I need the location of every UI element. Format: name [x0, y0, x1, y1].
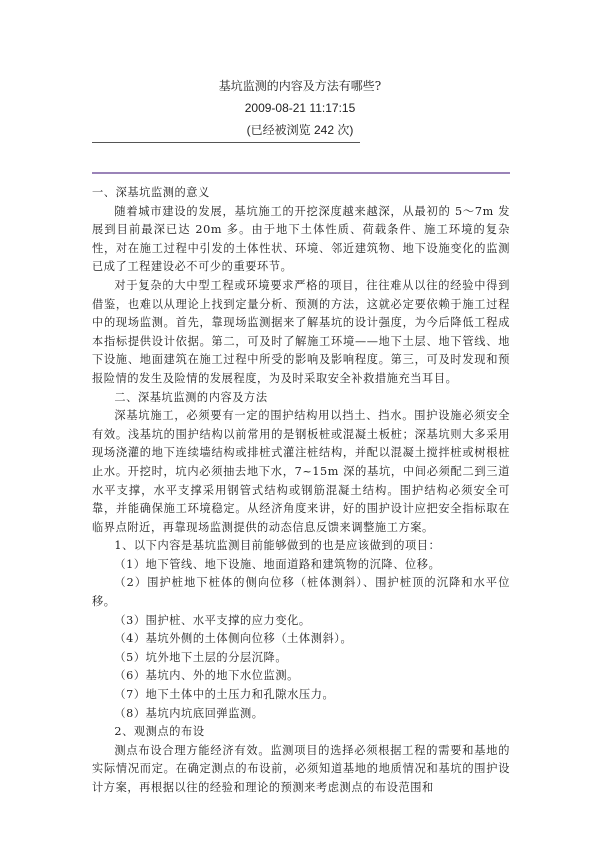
list-item: （7）地下土体中的土压力和孔隙水压力。: [114, 688, 335, 702]
list-item: （4）基坑外侧的土体侧向位移（土体测斜）。: [114, 632, 353, 646]
paragraph: 对于复杂的大中型工程或环境要求严格的项目，往往难从以往的经验中得到借鉴，也难以从理论上找到定量分析、预测的方法，这就必定要依赖于施工过程中的现场监测。首先，靠现场监测据来了解基坑的设计强度，为今后降低工程成本指标提供设计依据。第二，可及时了解施工环境——地下土层、地下管线、地下设施、地面建筑在施工过程中所受的影响及影响程度。第三，可及时发现和预报险情的发生及险情的发展程度，为及时采取安全补救措施充当耳目。: [92, 278, 510, 385]
view-count: (已经被浏览 242 次): [246, 123, 354, 137]
list-item: （6）基坑内、外的地下水位监测。: [114, 669, 299, 683]
article-header: [0, 76, 600, 142]
dashed-separator: [92, 142, 360, 143]
list-item: （3）围护桩、水平支撑的应力变化。: [114, 613, 311, 627]
article-title: 基坑监测的内容及方法有哪些?: [218, 79, 382, 93]
paragraph: 测点布设合理方能经济有效。监测项目的选择必须根据工程的需要和基地的实际情况而定。在确定测点的布设前，必须知道基地的地质情况和基坑的围护设计方案，再根据以往的经验和理论的预测来考虑测点的布设范围和: [92, 743, 510, 794]
purple-divider: [92, 172, 510, 174]
list-intro: 1、以下内容是基坑监测目前能够做到的也是应该做到的项目：: [114, 539, 441, 553]
list-item: （1）地下管线、地下设施、地面道路和建筑物的沉降、位移。: [114, 557, 441, 571]
paragraph: 深基坑施工，必须要有一定的围护结构用以挡土、挡水。围护设施必须安全有效。浅基坑的围护结构以前常用的是钢板桩或混凝土板桩；深基坑则大多采用现场浇灌的地下连续墙结构或排桩式灌注桩结构，并配以混凝土搅拌桩或树根桩止水。开挖时，坑内必须抽去地下水，7~15m 深的基坑，中间必须配二到三道水平支撑，水平支撑采用钢管式结构或钢筋混凝土结构。围护结构必须安全可靠，并能确保施工环境稳定。从经济角度来讲，好的围护设计应把安全指标取在临界点附近，再靠现场监测提供的动态信息反馈来调整施工方案。: [92, 409, 510, 534]
section-heading: 一、深基坑监测的意义: [92, 186, 210, 199]
article-date: 2009-08-21 11:17:15: [244, 101, 356, 115]
section-heading: 二、深基坑监测的内容及方法: [114, 390, 268, 404]
list-item: （2）围护桩地下桩体的侧向位移（桩体测斜）、围护桩顶的沉降和水平位移。: [92, 576, 510, 609]
article-body: [92, 184, 510, 798]
list-item: （8）基坑内坑底回弹监测。: [114, 706, 264, 720]
list-item: （5）坑外地下土层的分层沉降。: [114, 650, 288, 664]
paragraph: 随着城市建设的发展，基坑施工的开挖深度越来越深，从最初的 5～7m 发展到目前最深已达 20m 多。由于地下土体性质、荷载条件、施工环境的复杂性，对在施工过程中引发的土体性状、环境、邻近建筑物、地下设施变化的监测已成了工程建设必不可少的重要环节。: [92, 204, 510, 274]
sub-heading: 2、观测点的布设: [114, 725, 205, 739]
